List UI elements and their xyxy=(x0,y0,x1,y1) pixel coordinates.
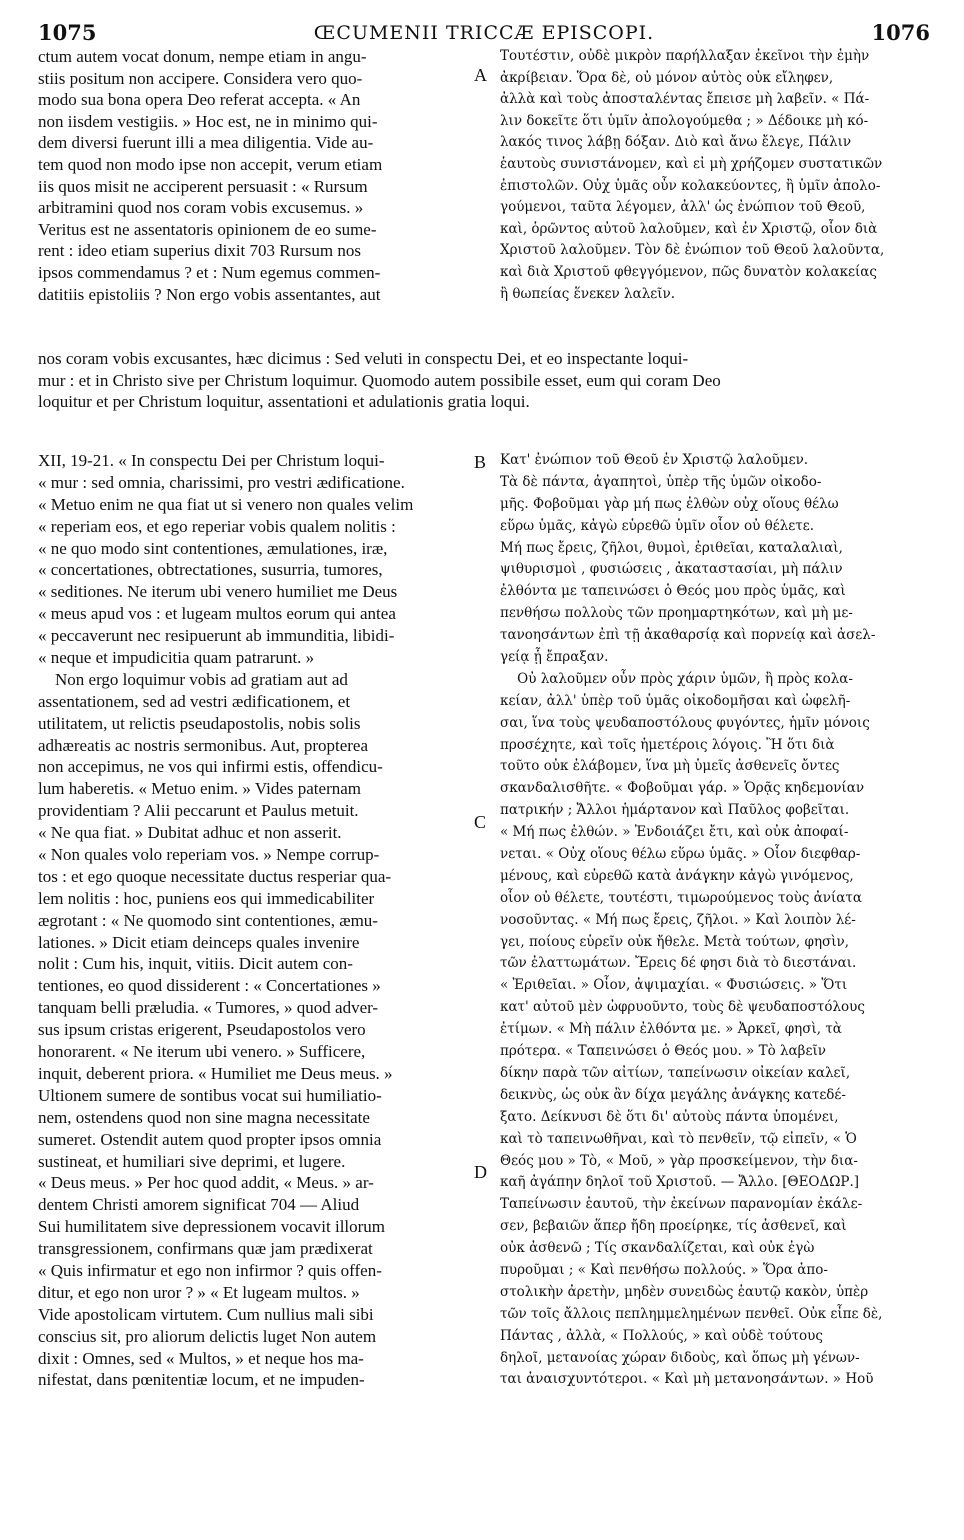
latin-top-line: rent : ideo etiam superius dixit 703 Rursum nos xyxy=(38,241,361,261)
greek-bottom-line: ξατο. Δείκνυσι δὲ ὅτι δι' αὐτοὺς πάντα ὑπομένει, xyxy=(500,1108,839,1125)
greek-bottom-line: Κατ' ἐνώπιον τοῦ Θεοῦ ἐν Χριστῷ λαλοῦμεν. xyxy=(500,452,809,468)
greek-top-line: ἐπιστολῶν. Οὐχ ὑμᾶς οὖν κολακεύοντες, ἢ ὑμῖν ἀπολο- xyxy=(500,177,881,194)
latin-top-line: non iisdem vestigiis. » Hoc est, ne in minimo qui- xyxy=(38,111,378,131)
latin-bottom-line: adhæreatis ac nostris sermonibus. Aut, propterea xyxy=(38,735,369,755)
margin-marker-a: A xyxy=(474,65,487,85)
greek-top-line: καὶ διὰ Χριστοῦ φθεγγόμενον, πῶς δυνατὸν κολακείας xyxy=(500,263,877,280)
greek-top-line: ἑαυτοὺς συνιστάνομεν, καὶ εἰ μὴ χρήζομεν συστατικῶν xyxy=(500,155,883,172)
greek-bottom-line: τῶν τοῖς ἄλλοις πεπλημμελημένων πενθεῖ. Οὐκ εἶπε δὲ, xyxy=(500,1305,883,1322)
full-width-line: loquitur et per Christum loquitur, assentationi et adulationis gratia loqui. xyxy=(38,392,530,412)
latin-top-line: modo sua bona opera Deo referat accepta. « An xyxy=(38,90,361,110)
greek-bottom-line: σκανδαλισθῆτε. « Φοβοῦμαι γάρ. » Ὁρᾷς κηδεμονίαν xyxy=(500,780,865,797)
greek-bottom-line: Οὐ λαλοῦμεν οὖν πρὸς χάριν ὑμῶν, ἢ πρὸς κολα- xyxy=(500,670,853,687)
latin-column-top xyxy=(38,46,468,306)
latin-bottom-line: Vide apostolicam virtutem. Cum nullius mali sibi xyxy=(38,1304,374,1324)
latin-bottom-line: conscius sit, pro aliorum delictis luget Non autem xyxy=(38,1326,377,1346)
latin-bottom-line: utilitatem, ut relictis pseudapostolis, nobis solis xyxy=(38,713,361,733)
greek-top-line: ἢ θωπείας ἕνεκεν λαλεῖν. xyxy=(500,285,676,302)
greek-bottom-line: πυροῦμαι ; « Καὶ πενθήσω πολλούς. » Ὅρα ἀπο- xyxy=(500,1261,828,1278)
latin-bottom-line: « neque et impudicitia quam patrarunt. » xyxy=(38,648,315,668)
greek-bottom-line: μένους, καὶ εὑρεθῶ κατὰ ἀνάγκην κἀγὼ γινόμενος, xyxy=(500,867,854,884)
latin-bottom-line: XII, 19-21. « In conspectu Dei per Christum loqui- xyxy=(38,451,385,470)
running-title: ŒCUMENII TRICCÆ EPISCOPI. xyxy=(313,22,655,44)
latin-bottom-line: « Ne qua fiat. » Dubitat adhuc et non asserit. xyxy=(38,823,342,843)
latin-bottom-line: tos : et ego quoque necessitate ductus resperiar qua- xyxy=(38,866,392,886)
greek-bottom-line: « Μή πως ἐλθών. » Ἐνδοιάζει ἔτι, καὶ οὐκ ἀποφαί- xyxy=(500,824,849,841)
latin-top-line: ctum autem vocat donum, nempe etiam in angu- xyxy=(38,47,367,66)
greek-bottom-line: « Ἐριθεῖαι. » Οἷον, ἀψιμαχίαι. « Φυσιώσεις. » Ὅτι xyxy=(500,977,848,994)
latin-top-line: dem diversi fuerunt illi a mea diligentia. Vide au- xyxy=(38,133,374,153)
latin-bottom-line: « mur : sed omnia, charissimi, pro vestri ædificatione. xyxy=(38,472,405,492)
greek-top-line: Χριστοῦ λαλοῦμεν. Τὸν δὲ ἐνώπιον τοῦ Θεοῦ λαλοῦντα, xyxy=(500,242,885,259)
greek-bottom-line: σαι, ἵνα τοὺς ψευδαποστόλους φυγόντες, ἡμῖν μόνοις xyxy=(500,714,870,731)
greek-column-top xyxy=(500,46,930,306)
greek-top-line: ἀκρίβειαν. Ὅρα δὲ, οὐ μόνον αὐτὸς οὐκ εἴληφεν, xyxy=(500,69,834,86)
greek-bottom-line: δηλοῖ, μετανοίας χώραν διδοὺς, καὶ ὅπως μὴ γένων- xyxy=(500,1349,860,1366)
latin-bottom-line: Ultionem sumere de sontibus vocat sui humiliatio- xyxy=(38,1085,382,1105)
greek-bottom-line: οἷον οὐ θέλετε, τουτέστι, τιμωρούμενος τοὺς ἀνίατα xyxy=(500,889,862,906)
greek-bottom-line: δίκην παρὰ τῶν αἰτίων, ταπείνωσιν οἰκείαν καλεῖ, xyxy=(500,1064,851,1081)
greek-bottom-line: γείᾳ ᾗ ἔπραξαν. xyxy=(500,649,609,666)
latin-bottom-line: ægrotant : « Ne quomodo sint contentiones, æmu- xyxy=(38,910,378,930)
latin-bottom-line: assentationem, sed ad vestri ædificationem, et xyxy=(38,691,351,711)
latin-bottom-line: « seditiones. Ne iterum ubi venero humiliet me Deus xyxy=(38,582,398,602)
latin-bottom-line: « Non quales volo reperiam vos. » Nempe corrup- xyxy=(38,845,380,865)
latin-top-line: iis quos misit ne acciperent persuasit : « Rursum xyxy=(38,176,368,196)
greek-top-line: γούμενοι, ταῦτα λέγομεν, ἀλλ' ὡς ἐνώπιον τοῦ Θεοῦ, xyxy=(500,199,866,216)
greek-bottom-line: Πάντας , ἀλλὰ, « Πολλούς, » καὶ οὐδὲ τούτους xyxy=(500,1327,823,1344)
latin-bottom-line: lum haberetis. « Metuo enim. » Vides paternam xyxy=(38,779,362,799)
latin-top-line: tem quod non modo ipse non accepit, verum etiam xyxy=(38,154,383,174)
greek-bottom-line: Ταπείνωσιν ἑαυτοῦ, τὴν ἐκείνων παρανομίαν ἐκάλε- xyxy=(500,1196,863,1213)
greek-bottom-line: τοῦτο οὐκ ἐλάβομεν, ἵνα μὴ ὑμεῖς ἀσθενεῖς ὄντες xyxy=(500,758,840,775)
greek-bottom-line: μῆς. Φοβοῦμαι γὰρ μή πως ἐλθὼν οὐχ οἵους θέλω xyxy=(500,495,839,512)
latin-bottom-line: tanquam belli præludia. « Tumores, » quod adver- xyxy=(38,998,379,1018)
page-number-right: 1076 xyxy=(871,20,930,45)
full-width-line: nos coram vobis excusantes, hæc dicimus : Sed veluti in conspectu Dei, et eo inspectante loqui- xyxy=(38,349,689,368)
latin-bottom-line: « concertationes, obtrectationes, susurria, tumores, xyxy=(38,560,383,580)
full-width-line: mur : et in Christo sive per Christum loquimur. Quomodo autem possibile esset, eum qui coram Deo xyxy=(38,370,721,390)
greek-top-line: Τουτέστιν, οὐδὲ μικρὸν παρήλλαξαν ἐκεῖνοι τὴν ἐμὴν xyxy=(500,48,870,64)
greek-top-line: λακός τινος λάβῃ δόξαν. Διὸ καὶ ἄνω ἔλεγε, Πάλιν xyxy=(500,134,852,151)
greek-bottom-line: τανοησάντων ἐπὶ τῇ ἀκαθαρσίᾳ καὶ πορνείᾳ καὶ ἀσελ- xyxy=(500,627,876,644)
latin-bottom-line: Sui humilitatem sive depressionem vocavit illorum xyxy=(38,1217,386,1237)
greek-bottom-line: πατρικήν ; Ἄλλοι ἡμάρτανον καὶ Παῦλος φοβεῖται. xyxy=(500,802,850,819)
latin-bottom-line: non accepimus, ne vos qui infirmi estis, offendicu- xyxy=(38,757,383,777)
latin-bottom-line: lationes. » Dicit etiam deinceps quales invenire xyxy=(38,932,360,952)
latin-bottom-line: sumeret. Ostendit autem quod propter ipsos omnia xyxy=(38,1129,382,1149)
latin-bottom-line: transgressionem, confirmans quæ jam prædixerat xyxy=(38,1239,373,1259)
latin-top-line: Veritus est ne assentatoris opinionem de eo sume- xyxy=(38,219,377,239)
latin-bottom-line: nem, ostendens quod non sine magna necessitate xyxy=(38,1107,370,1127)
greek-bottom-line: προσέχητε, καὶ τοῖς ἡμετέροις λόγοις. Ἢ ὅτι διὰ xyxy=(500,736,835,753)
latin-bottom-line: sustineat, et humiliari sive deprimi, et lugere. xyxy=(38,1151,346,1171)
greek-bottom-line: καὶ τὸ ταπεινωθῆναι, καὶ τὸ πενθεῖν, τῷ εἰπεῖν, « Ὁ xyxy=(500,1130,857,1147)
greek-bottom-line: πρότερα. « Ταπεινώσει ὁ Θεός μου. » Τὸ λαβεῖν xyxy=(500,1043,826,1060)
greek-bottom-line: καῆ ἀγάπην δηλοῖ τοῦ Χριστοῦ. — Ἄλλο. [ΘΕΟΔΩΡ.] xyxy=(500,1174,860,1191)
greek-bottom-line: οὐκ ἀσθενῶ ; Τίς σκανδαλίζεται, καὶ οὐκ ἐγὼ xyxy=(500,1240,815,1257)
latin-bottom-line: dixit : Omnes, sed « Multos, » et neque hos ma- xyxy=(38,1348,364,1368)
greek-bottom-line: Τὰ δὲ πάντα, ἀγαπητοὶ, ὑπὲρ τῆς ὑμῶν οἰκοδο- xyxy=(500,473,822,490)
greek-top-line: λιν δοκεῖτε ὅτι ὑμῖν ἀπολογούμεθα ; » Δέδοικε μὴ κό- xyxy=(500,112,869,129)
greek-top-line: ἀλλὰ καὶ τοὺς ἀποσταλέντας ἔπεισε μὴ λαβεῖν. « Πά- xyxy=(500,91,870,108)
greek-bottom-line: Θεός μου » Τὸ, « Μοῦ, » γὰρ προσκείμενον, τὴν δια- xyxy=(500,1152,858,1169)
latin-top-line: ipsos commendamus ? et : Num egemus commen- xyxy=(38,262,381,282)
latin-bottom-line: « Deus meus. » Per hoc quod addit, « Meus. » ar- xyxy=(38,1173,374,1193)
greek-bottom-line: σεν, βεβαιῶν ἅπερ ἤδη προείρηκε, τίς ἀσθενεῖ, καὶ xyxy=(500,1218,847,1235)
greek-bottom-line: πενθήσω πολλοὺς τῶν προημαρτηκότων, καὶ μὴ με- xyxy=(500,605,853,622)
latin-column-bottom xyxy=(38,450,468,1522)
greek-bottom-line: κατ' αὐτοῦ μὲν ὠφρυοῦντο, τοὺς δὲ ψευδαποστόλους xyxy=(500,999,865,1016)
greek-bottom-line: εὕρω ὑμᾶς, κἀγὼ εὑρεθῶ ὑμῖν οἷον οὐ θέλετε. xyxy=(500,517,815,534)
latin-full-width-text xyxy=(38,348,938,418)
latin-bottom-line: « reperiam eos, et ego reperiar vobis qualem nolitis : xyxy=(38,516,396,536)
latin-bottom-line: sus ipsum cristas erigerent, Pseudapostolos vero xyxy=(38,1020,366,1040)
latin-bottom-line: lem nolitis : hoc, puniens eos qui immedicabiliter xyxy=(38,888,375,908)
latin-top-line: stiis positum non accipere. Considera vero quo- xyxy=(38,68,363,88)
latin-bottom-line: dentem Christi amorem significat 704 — Aliud xyxy=(38,1195,360,1215)
latin-bottom-line: nifestat, dans pœnitentiæ locum, et ne impuden- xyxy=(38,1370,365,1390)
greek-bottom-line: Μή πως ἔρεις, ζῆλοι, θυμοὶ, ἐριθεῖαι, καταλαλιαὶ, xyxy=(500,539,843,556)
latin-top-line: datitiis epistoliis ? Non ergo vobis assentantes, aut xyxy=(38,284,381,304)
greek-bottom-line: γει, ποίους εὑρεῖν οὐκ ἤθελε. Μετὰ τούτων, φησὶν, xyxy=(500,933,850,950)
latin-bottom-line: nolit : Cum his, inquit, vitiis. Dicit autem con- xyxy=(38,954,353,974)
page-number-left: 1075 xyxy=(38,20,97,45)
greek-bottom-line: στολικὴν ἀρετὴν, μηδὲν συνειδὼς ἑαυτῷ κακὸν, ὑπὲρ xyxy=(500,1283,869,1300)
latin-bottom-line: « peccaverunt nec resipuerunt ab immunditia, libidi- xyxy=(38,626,395,646)
greek-bottom-line: νοσοῦντας. « Μή πως ἔρεις, ζῆλοι. » Καὶ λοιπὸν λέ- xyxy=(500,911,856,928)
latin-bottom-line: tentiones, eo quod dissiderent : « Concertationes » xyxy=(38,976,381,996)
latin-bottom-line: « Metuo enim ne qua fiat ut si venero non quales velim xyxy=(38,494,414,514)
latin-bottom-line: « Quis infirmatur et ego non infirmor ? quis offen- xyxy=(38,1260,382,1280)
latin-bottom-line: ditur, et ego non uror ? » « Et lugeam multos. » xyxy=(38,1282,360,1302)
margin-marker-c: C xyxy=(474,812,487,832)
greek-bottom-line: τῶν ἐλαττωμάτων. Ἔρεις δέ φησι διὰ τὸ διεστάναι. xyxy=(500,955,857,972)
greek-top-line: καὶ, ὁρῶντος αὐτοῦ λαλοῦμεν, καὶ ἐν Χριστῷ, οἷον διὰ xyxy=(500,220,878,237)
greek-bottom-line: ται ἀναισχυντότεροι. « Καὶ μὴ μετανοησάντων. » Ηοῦ xyxy=(500,1371,874,1388)
greek-bottom-line: ἐτίμων. « Μὴ πάλιν ἐλθόντα με. » Ἀρκεῖ, φησὶ, τὰ xyxy=(500,1021,842,1038)
margin-marker-d: D xyxy=(474,1162,487,1182)
latin-bottom-line: honorarent. « Ne iterum ubi venero. » Sufficere, xyxy=(38,1042,366,1062)
page-header xyxy=(38,10,930,50)
greek-column-bottom xyxy=(500,450,930,1522)
greek-bottom-line: ψιθυρισμοὶ , φυσιώσεις , ἀκαταστασίαι, μὴ πάλιν xyxy=(500,561,843,578)
margin-marker-b: B xyxy=(474,452,487,472)
latin-top-line: arbitramini quod nos coram vobis excusemus. » xyxy=(38,198,364,218)
latin-bottom-line: « meus apud vos : et lugeam multos eorum qui antea xyxy=(38,604,396,624)
latin-bottom-line: providentiam ? Alii peccarunt et Paulus metuit. xyxy=(38,801,359,821)
latin-bottom-line: Non ergo loquimur vobis ad gratiam aut ad xyxy=(38,669,348,689)
greek-bottom-line: κείαν, ἀλλ' ὑπὲρ τοῦ ὑμᾶς οἰκοδομῆσαι καὶ ὠφελῆ- xyxy=(500,692,851,709)
latin-bottom-line: inquit, deberent priora. « Humiliet me Deus meus. » xyxy=(38,1063,393,1083)
greek-bottom-line: νεται. « Οὐχ οἵους θέλω εὕρω ὑμᾶς. » Οἷον διεφθαρ- xyxy=(500,846,861,863)
greek-bottom-line: δεικνὺς, ὡς οὐκ ἂν δίχα μεγάλης ἀνάγκης κατεδέ- xyxy=(500,1086,846,1103)
greek-bottom-line: ἐλθόντα με ταπεινώσει ὁ Θεός μου πρὸς ὑμᾶς, καὶ xyxy=(500,583,846,600)
latin-bottom-line: « ne quo modo sint contentiones, æmulationes, iræ, xyxy=(38,538,388,558)
